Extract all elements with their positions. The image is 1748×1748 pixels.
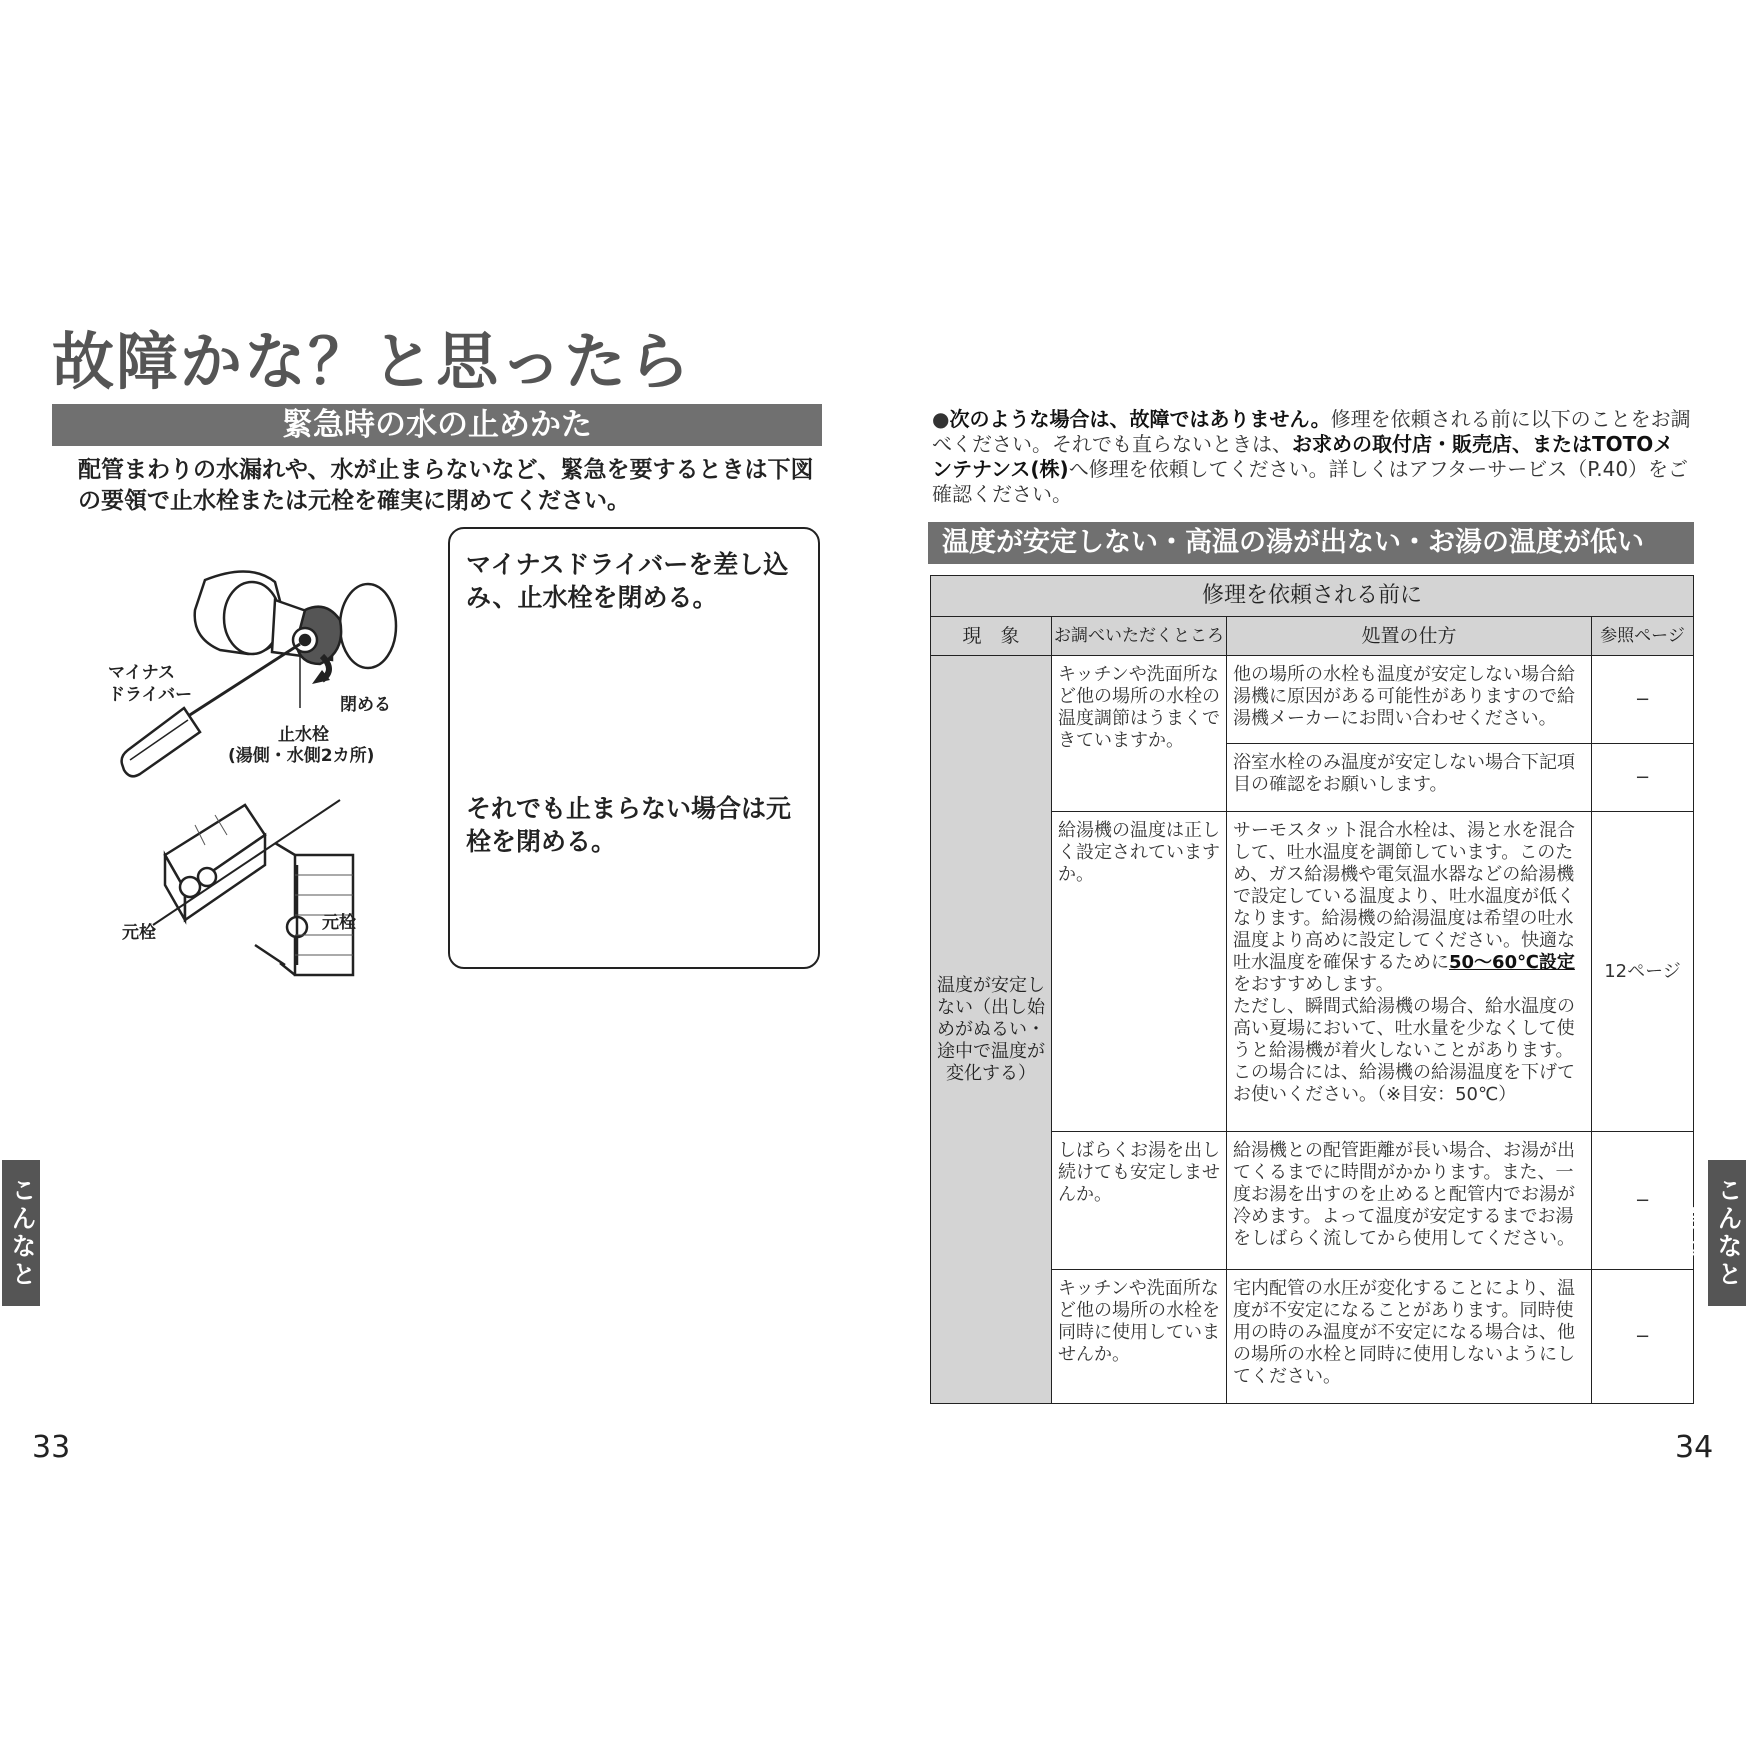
table-row [931,656,1694,744]
check-cell: 給湯機の温度は正しく設定されていますか。 [1052,812,1227,1132]
label-screwdriver-2: ドライバー [108,685,193,705]
note-bold-1: 次のような場合は、故障ではありません。 [949,407,1331,431]
action-text-a: サーモスタット混合水栓は、湯と水を混合して、吐水温度を調節しています。このため、ガス給湯機や電気温水器などの給湯機で設定している温度より、吐水温度が低くなります。給湯機の給湯温度は希望の吐水温度より高めに設定してください。快適な吐水温度を確保するために [1233,820,1575,973]
reference-cell: − [1592,744,1694,812]
header-action: 処置の仕方 [1227,617,1592,656]
reference-cell: 12ページ [1592,812,1694,1132]
page-number-left: 33 [32,1430,71,1465]
step-1-text: マイナスドライバーを差し込み、止水栓を閉める。 [466,550,789,612]
step-2-text: それでも止まらない場合は元栓を閉める。 [466,794,792,856]
check-cell: キッチンや洗面所など他の場所の水栓の温度調節はうまくできていますか。 [1052,656,1227,812]
section-heading-emergency: 緊急時の水の止めかた [52,404,822,446]
section-heading-temperature: 温度が安定しない・高温の湯が出ない・お湯の温度が低い [928,522,1694,564]
label-main-valve-a: 元栓 [122,923,156,943]
action-cell: 浴室水栓のみ温度が安定しない場合下記項目の確認をお願いします。 [1227,744,1592,812]
check-cell: しばらくお湯を出し続けても安定しませんか。 [1052,1132,1227,1270]
action-text-d: ただし、瞬間式給湯機の場合、給水温度の高い夏場において、吐水量を少なくして使うと給湯機が着火しないことがあります。この場合には、給湯機の給湯温度を下げてお使いください。（※目安：50℃） [1233,996,1575,1105]
table-caption: 修理を依頼される前に [931,576,1694,617]
label-valve-1: 止水栓 [278,725,329,745]
side-tab-right: こんなときは [1708,1160,1746,1306]
main-valve-illustration [145,795,375,985]
label-main-valve-b: 元栓 [322,913,356,933]
header-reference: 参照ページ [1592,617,1694,656]
phenomenon-cell: 温度が安定しない（出し始めがぬるい・途中で温度が変化する） [931,656,1052,1404]
action-text-c: をおすすめします。 [1233,974,1394,995]
page-number-right: 34 [1675,1430,1714,1465]
note-bold-2: お求めの取付店・販売店、またはTOTOメンテナンス(株) [932,432,1674,481]
action-cell: 宅内配管の水圧が変化することにより、温度が不安定になることがあります。同時使用の時のみ温度が不安定になる場合は、他の場所の水栓と同時に使用しないようにしてください。 [1227,1270,1592,1404]
note-text-2: へ修理を依頼してください。詳しくはアフターサービス（P.40）をご確認ください。 [932,457,1689,506]
action-cell: 他の場所の水栓も温度が安定しない場合給湯機に原因がある可能性がありますので給湯機メーカーにお問い合わせください。 [1227,656,1592,744]
reference-cell: − [1592,656,1694,744]
header-check: お調べいただくところ [1052,617,1227,656]
check-cell: キッチンや洗面所など他の場所の水栓を同時に使用していませんか。 [1052,1270,1227,1404]
action-cell: 給湯機との配管距離が長い場合、お湯が出てくるまでに時間がかかります。また、一度お湯を出すのを止めると配管内でお湯が冷めます。よって温度が安定するまでお湯をしばらく流してから使用してください。 [1227,1132,1592,1270]
note-text-1: 修理を依頼される前に以下のことをお調べください。それでも直らないときは、 [932,407,1691,456]
action-cell [1227,812,1592,1132]
page-title: 故障かな？と思ったら [52,325,693,398]
header-phenomenon: 現 象 [931,617,1052,656]
reference-cell: − [1592,1270,1694,1404]
label-screwdriver-1: マイナス [108,663,175,683]
side-tab-left: こんなと [2,1160,40,1306]
intro-note [932,407,1692,507]
bullet: ● [932,407,950,431]
reference-cell: − [1592,1132,1694,1270]
label-close: 閉める [340,695,391,715]
troubleshooting-table [930,575,1694,1404]
intro-text: 配管まわりの水漏れや、水が止まらないなど、緊急を要するときは下図の要領で止水栓または元栓を確実に閉めてください。 [78,457,814,514]
recommended-setting: 50〜60℃設定 [1449,952,1575,973]
label-valve-2: (湯側・水側2カ所) [228,746,375,766]
